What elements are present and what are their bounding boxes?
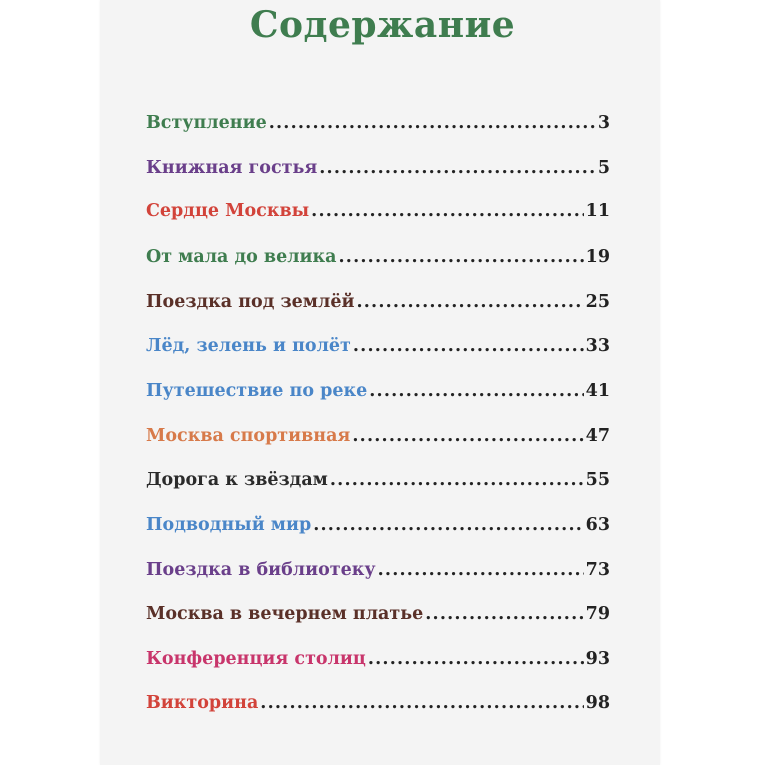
toc-item-label: Москва спортивная xyxy=(146,426,351,446)
toc-leader-dots xyxy=(353,336,584,356)
toc-item-underwater-world[interactable] xyxy=(146,515,610,545)
toc-page-number: 33 xyxy=(585,336,610,356)
toc-page-number: 25 xyxy=(585,292,610,312)
toc-leader-dots xyxy=(378,560,584,580)
toc-leader-dots xyxy=(330,470,584,490)
toc-page-number: 5 xyxy=(597,158,610,178)
toc-item-label: Москва в вечернем платье xyxy=(146,604,424,624)
toc-item-label: Сердце Москвы xyxy=(146,201,310,221)
toc-item-underground-trip[interactable] xyxy=(146,292,610,322)
toc-leader-dots xyxy=(319,158,596,178)
toc-item-label: От мала до велика xyxy=(146,247,337,267)
toc-leader-dots xyxy=(369,381,583,401)
toc-page-number: 47 xyxy=(585,426,610,446)
toc-leader-dots xyxy=(269,113,596,133)
toc-leader-dots xyxy=(356,292,583,312)
toc-item-label: Дорога к звёздам xyxy=(146,470,328,490)
toc-leader-dots xyxy=(313,515,583,535)
toc-item-river-journey[interactable] xyxy=(146,381,610,411)
toc-item-introduction[interactable] xyxy=(146,113,610,143)
toc-leader-dots xyxy=(311,201,583,221)
toc-leader-dots xyxy=(352,426,583,446)
toc-item-capitals-conference[interactable] xyxy=(146,649,610,679)
toc-item-quiz[interactable] xyxy=(146,693,610,723)
toc-page-number: 11 xyxy=(585,201,610,221)
toc-item-heart-of-moscow[interactable] xyxy=(146,201,610,231)
toc-leader-dots xyxy=(368,649,584,669)
toc-item-road-to-stars[interactable] xyxy=(146,470,610,500)
page-title: Содержание xyxy=(249,4,516,46)
toc-item-label: Лёд, зелень и полёт xyxy=(146,336,351,356)
toc-item-label: Конференция столиц xyxy=(146,649,366,669)
toc-item-label: Книжная гостья xyxy=(146,158,318,178)
toc-leader-dots xyxy=(260,693,583,713)
toc-item-label: Викторина xyxy=(146,693,259,713)
toc-item-library-trip[interactable] xyxy=(146,560,610,590)
toc-page-number: 19 xyxy=(585,247,610,267)
toc-page-number: 73 xyxy=(585,560,610,580)
toc-item-label: Подводный мир xyxy=(146,515,312,535)
toc-page-number: 93 xyxy=(585,649,610,669)
toc-item-ice-greenery-flight[interactable] xyxy=(146,336,610,366)
toc-item-label: Вступление xyxy=(146,113,267,133)
toc-item-sporty-moscow[interactable] xyxy=(146,426,610,456)
toc-item-young-and-old[interactable] xyxy=(146,247,610,277)
toc-item-label: Поездка под землёй xyxy=(146,292,355,312)
toc-leader-dots xyxy=(339,247,584,267)
toc-page-number: 79 xyxy=(585,604,610,624)
toc-page-number: 41 xyxy=(585,381,610,401)
toc-item-label: Путешествие по реке xyxy=(146,381,368,401)
toc-item-label: Поездка в библиотеку xyxy=(146,560,376,580)
toc-page-number: 63 xyxy=(585,515,610,535)
toc-leader-dots xyxy=(425,604,583,624)
toc-page-number: 55 xyxy=(585,470,610,490)
toc-item-book-guest[interactable] xyxy=(146,158,610,188)
toc-page-number: 3 xyxy=(597,113,610,133)
toc-item-evening-dress[interactable] xyxy=(146,604,610,634)
toc-page-number: 98 xyxy=(585,693,610,713)
